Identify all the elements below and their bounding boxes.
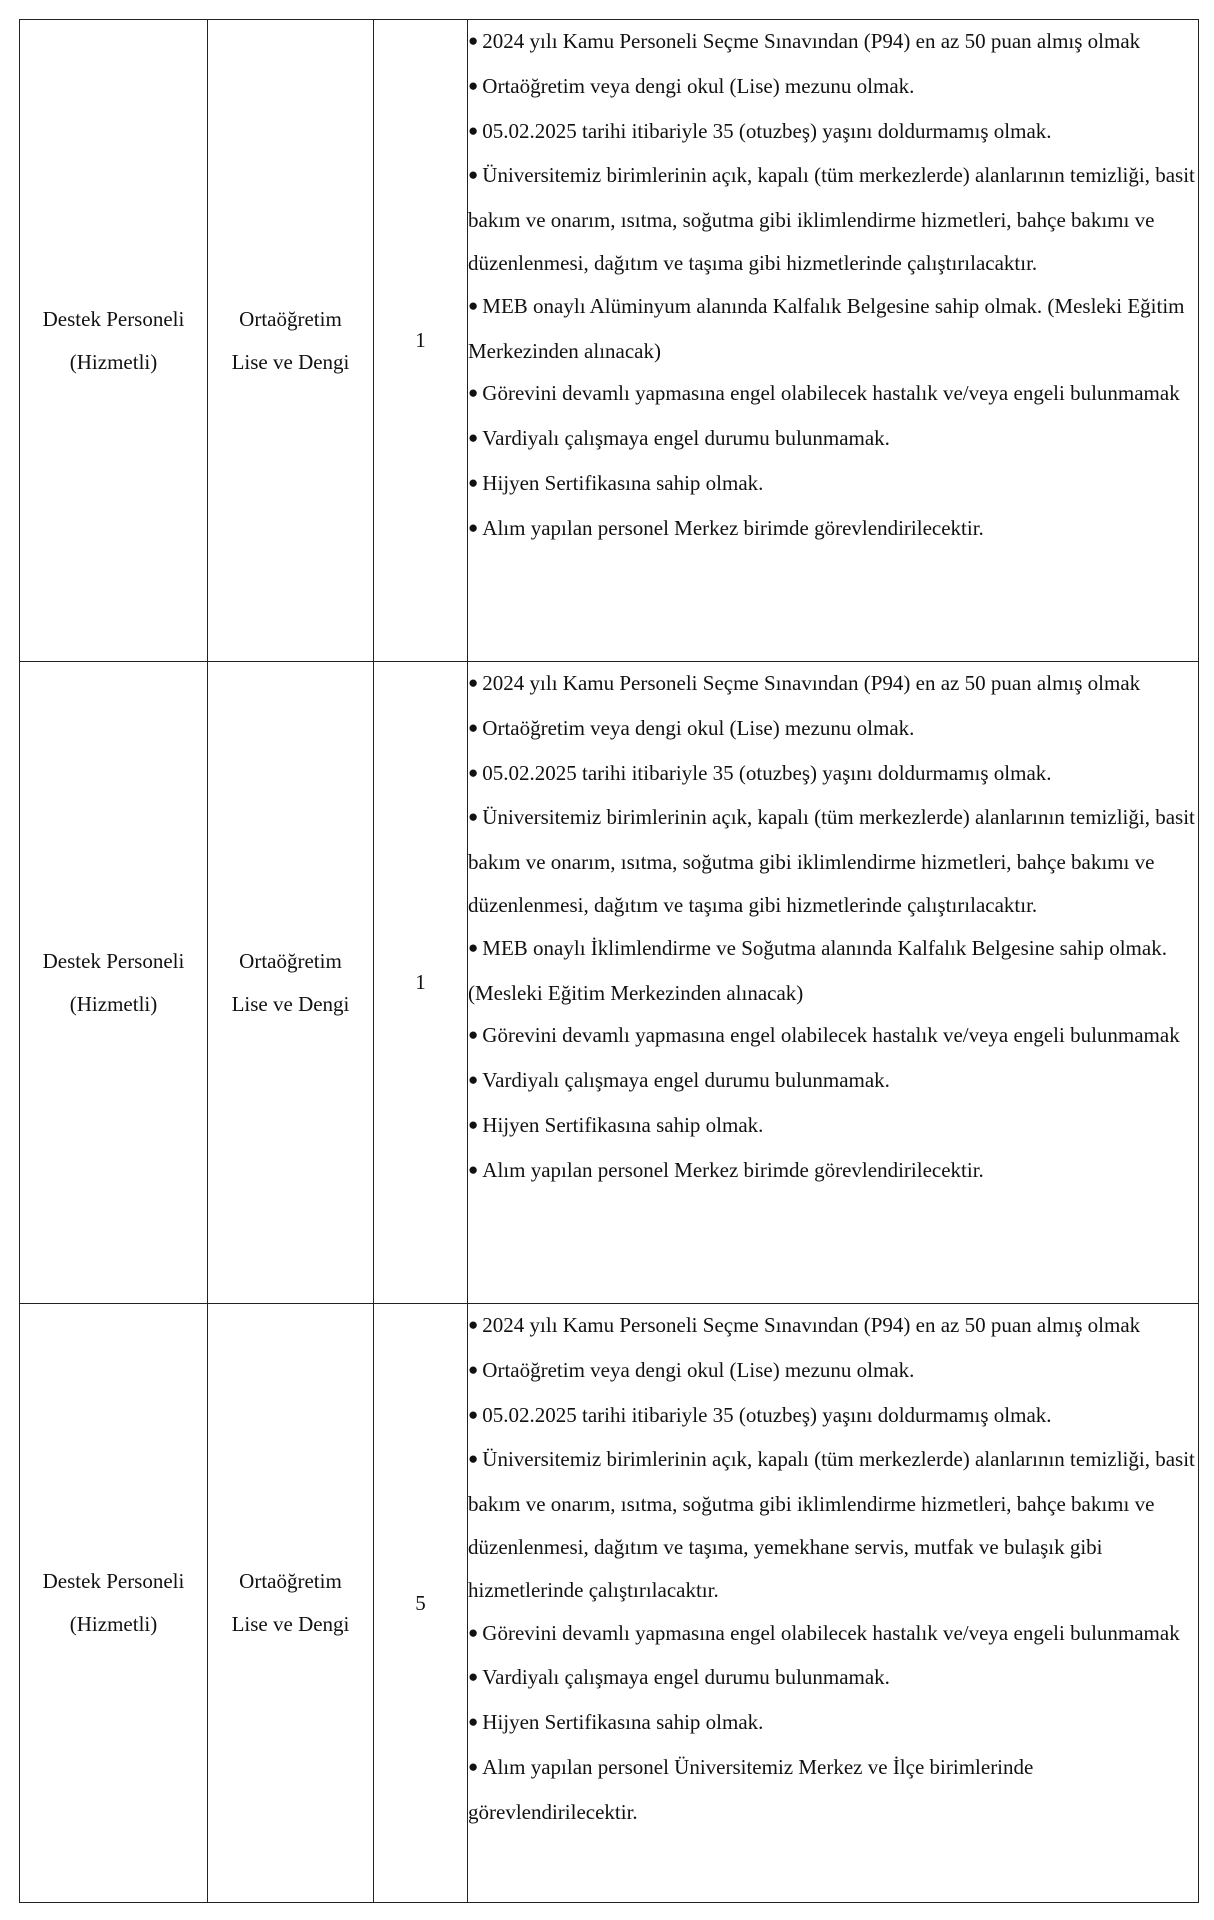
bullet-icon: ● bbox=[468, 31, 479, 50]
bullet-icon: ● bbox=[468, 1756, 479, 1776]
bullet-icon: ● bbox=[468, 472, 479, 492]
bullet-icon: ● bbox=[468, 517, 479, 537]
requirement-text: MEB onaylı Alüminyum alanında Kalfalık Belgesine sahip olmak. (Mesleki Eğitim Merkezinden alınacak) bbox=[468, 293, 1185, 363]
bullet-icon: ● bbox=[468, 295, 479, 315]
requirement-item bbox=[468, 372, 1198, 417]
bullet-icon: ● bbox=[468, 1159, 479, 1179]
requirement-text: 05.02.2025 tarihi itibariyle 35 (otuzbeş) yaşını doldurmamış olmak. bbox=[482, 118, 1052, 143]
position-title-line1: Destek Personeli bbox=[42, 948, 185, 973]
requirement-text: 05.02.2025 tarihi itibariyle 35 (otuzbeş) yaşını doldurmamış olmak. bbox=[482, 1402, 1052, 1427]
position-title-cell bbox=[20, 662, 208, 1304]
requirement-item bbox=[468, 20, 1198, 65]
position-count-cell bbox=[374, 1304, 468, 1903]
bullet-icon: ● bbox=[468, 807, 479, 827]
education-line2: Lise ve Dengi bbox=[231, 349, 350, 374]
requirement-text: Alım yapılan personel Merkez birimde görevlendirilecektir. bbox=[482, 1157, 984, 1182]
requirement-item bbox=[468, 110, 1198, 155]
bullet-icon: ● bbox=[468, 383, 479, 403]
education-line1: Ortaöğretim bbox=[239, 306, 342, 331]
position-title-cell bbox=[20, 1304, 208, 1903]
position-title-line2: (Hizmetli) bbox=[69, 1612, 158, 1636]
requirement-text: Vardiyalı çalışmaya engel durumu bulunmamak. bbox=[482, 426, 890, 451]
requirement-item bbox=[468, 927, 1198, 1015]
bullet-icon: ● bbox=[468, 1449, 479, 1469]
bullet-icon: ● bbox=[468, 762, 479, 782]
requirement-item bbox=[468, 1104, 1198, 1149]
requirement-text: Vardiyalı çalışmaya engel durumu bulunmamak. bbox=[482, 1068, 890, 1093]
position-count: 5 bbox=[415, 1590, 426, 1615]
bullet-icon: ● bbox=[468, 717, 479, 737]
requirement-text: Ortaöğretim veya dengi okul (Lise) mezunu olmak. bbox=[482, 715, 915, 740]
requirement-text: Hijyen Sertifikasına sahip olmak. bbox=[482, 1710, 764, 1735]
bullet-icon: ● bbox=[468, 673, 479, 692]
requirement-text: Görevini devamlı yapmasına engel olabilecek hastalık ve/veya engeli bulunmamak bbox=[482, 381, 1180, 406]
requirement-item bbox=[468, 154, 1198, 284]
bullet-icon: ● bbox=[468, 1070, 479, 1090]
requirement-item bbox=[468, 417, 1198, 462]
bullet-icon: ● bbox=[468, 1622, 479, 1642]
position-count: 1 bbox=[415, 970, 426, 994]
requirement-item bbox=[468, 796, 1198, 926]
bullet-icon: ● bbox=[468, 165, 479, 185]
requirement-item bbox=[468, 1059, 1198, 1104]
requirement-item bbox=[468, 1746, 1198, 1834]
bullet-icon: ● bbox=[468, 1359, 479, 1379]
bullet-icon: ● bbox=[468, 1114, 479, 1134]
position-title-cell bbox=[20, 20, 208, 662]
position-count: 1 bbox=[415, 328, 426, 352]
bullet-icon: ● bbox=[468, 120, 479, 140]
requirements-cell bbox=[468, 662, 1199, 1304]
education-cell bbox=[208, 1304, 374, 1903]
requirement-item bbox=[468, 1149, 1198, 1194]
education-line1: Ortaöğretim bbox=[239, 948, 342, 973]
education-cell bbox=[208, 20, 374, 662]
requirement-item bbox=[468, 1304, 1198, 1349]
table-row bbox=[20, 662, 1199, 1304]
requirement-item bbox=[468, 662, 1198, 707]
requirements-table bbox=[19, 19, 1199, 1903]
requirement-text: 2024 yılı Kamu Personeli Seçme Sınavından (P94) en az 50 puan almış olmak bbox=[482, 671, 1141, 695]
position-title-line1: Destek Personeli bbox=[42, 306, 185, 331]
position-title-line2: (Hizmetli) bbox=[69, 349, 158, 374]
education-line2: Lise ve Dengi bbox=[231, 991, 350, 1016]
requirement-text: 2024 yılı Kamu Personeli Seçme Sınavından (P94) en az 50 puan almış olmak bbox=[482, 29, 1141, 53]
requirement-text: Hijyen Sertifikasına sahip olmak. bbox=[482, 1112, 764, 1137]
requirement-text: Ortaöğretim veya dengi okul (Lise) mezunu olmak. bbox=[482, 73, 915, 98]
requirement-text: MEB onaylı İklimlendirme ve Soğutma alanında Kalfalık Belgesine sahip olmak. (Mesleki Eğitim Merkezinden alınacak) bbox=[468, 935, 1167, 1005]
bullet-icon: ● bbox=[468, 937, 479, 957]
requirement-item bbox=[468, 1656, 1198, 1701]
requirements-cell bbox=[468, 1304, 1199, 1903]
requirement-text: Hijyen Sertifikasına sahip olmak. bbox=[482, 470, 764, 495]
education-cell bbox=[208, 662, 374, 1304]
requirement-item bbox=[468, 1349, 1198, 1394]
requirement-item bbox=[468, 752, 1198, 797]
table-row bbox=[20, 20, 1199, 662]
requirement-item bbox=[468, 462, 1198, 507]
requirement-item bbox=[468, 1014, 1198, 1059]
requirements-table-body bbox=[20, 20, 1199, 1903]
bullet-icon: ● bbox=[468, 1712, 479, 1732]
requirement-text: Alım yapılan personel Üniversitemiz Merkez ve İlçe birimlerinde görevlendirilecektir. bbox=[468, 1754, 1034, 1824]
requirement-text: Alım yapılan personel Merkez birimde görevlendirilecektir. bbox=[482, 515, 984, 540]
requirement-item bbox=[468, 65, 1198, 110]
education-line1: Ortaöğretim bbox=[239, 1569, 342, 1593]
position-title-line1: Destek Personeli bbox=[42, 1569, 185, 1593]
bullet-icon: ● bbox=[468, 1667, 479, 1687]
requirement-text: Üniversitemiz birimlerinin açık, kapalı (tüm merkezlerde) alanlarının temizliği, basit bakım ve onarım, ısıtma, soğutma gibi iklimlendirme hizmetleri, bahçe bakımı ve düzenlenmesi, dağıtım ve taşıma gibi hizmetlerinde çalıştırılacaktır. bbox=[468, 163, 1195, 275]
requirement-item bbox=[468, 1701, 1198, 1746]
requirement-text: 2024 yılı Kamu Personeli Seçme Sınavından (P94) en az 50 puan almış olmak bbox=[482, 1313, 1141, 1337]
position-count-cell bbox=[374, 662, 468, 1304]
requirement-text: Üniversitemiz birimlerinin açık, kapalı (tüm merkezlerde) alanlarının temizliği, basit bakım ve onarım, ısıtma, soğutma gibi iklimlendirme hizmetleri, bahçe bakımı ve düzenlenmesi, dağıtım ve taşıma gibi hizmetlerinde çalıştırılacaktır. bbox=[468, 805, 1195, 917]
bullet-icon: ● bbox=[468, 428, 479, 448]
requirement-text: Görevini devamlı yapmasına engel olabilecek hastalık ve/veya engeli bulunmamak bbox=[482, 1023, 1180, 1048]
requirement-text: Üniversitemiz birimlerinin açık, kapalı (tüm merkezlerde) alanlarının temizliği, basit bakım ve onarım, ısıtma, soğutma gibi iklimlendirme hizmetleri, bahçe bakımı ve düzenlenmesi, dağıtım ve taşıma, yemekhane servis, mutfak ve bulaşık gibi hizmetlerinde çalıştırılacaktır. bbox=[468, 1447, 1195, 1602]
requirement-text: 05.02.2025 tarihi itibariyle 35 (otuzbeş) yaşını doldurmamış olmak. bbox=[482, 760, 1052, 785]
position-count-cell bbox=[374, 20, 468, 662]
requirement-item bbox=[468, 1612, 1198, 1657]
bullet-icon: ● bbox=[468, 75, 479, 95]
requirement-item bbox=[468, 507, 1198, 552]
requirement-text: Görevini devamlı yapmasına engel olabilecek hastalık ve/veya engeli bulunmamak bbox=[482, 1620, 1180, 1645]
education-line2: Lise ve Dengi bbox=[231, 1612, 350, 1636]
table-row bbox=[20, 1304, 1199, 1903]
requirement-item bbox=[468, 1438, 1198, 1611]
position-title-line2: (Hizmetli) bbox=[69, 991, 158, 1016]
requirement-text: Vardiyalı çalışmaya engel durumu bulunmamak. bbox=[482, 1665, 890, 1690]
requirement-text: Ortaöğretim veya dengi okul (Lise) mezunu olmak. bbox=[482, 1357, 915, 1382]
bullet-icon: ● bbox=[468, 1404, 479, 1424]
requirement-item bbox=[468, 1394, 1198, 1439]
bullet-icon: ● bbox=[468, 1025, 479, 1045]
bullet-icon: ● bbox=[468, 1315, 479, 1334]
requirements-cell bbox=[468, 20, 1199, 662]
requirement-item bbox=[468, 707, 1198, 752]
requirement-item bbox=[468, 285, 1198, 373]
